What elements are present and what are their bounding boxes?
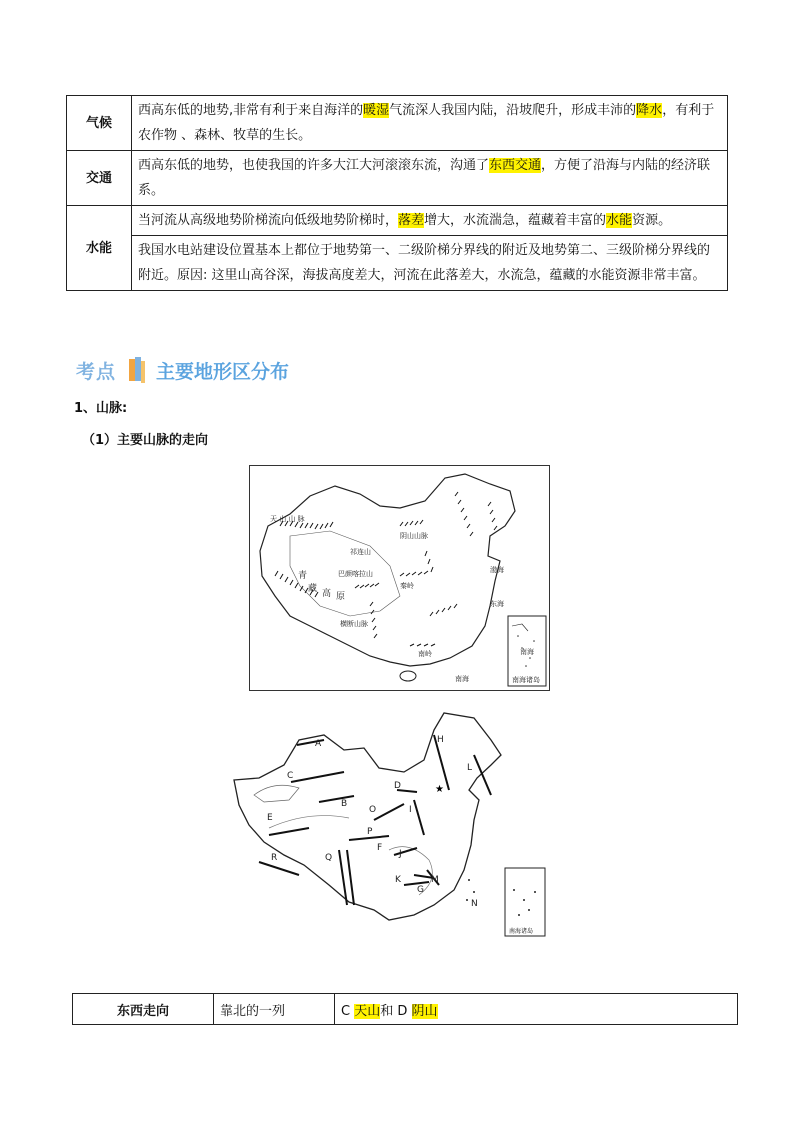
row-key: 水能 [67, 206, 132, 291]
label-zang: 藏 [308, 584, 318, 594]
map2-inset-caption: 南海诸岛 [509, 928, 534, 935]
label-nanling: 南岭 [418, 650, 432, 658]
text-segment: 和 D [380, 1003, 412, 1019]
highlighted-text: 东西交通 [489, 158, 542, 173]
label-qing: 青 [298, 571, 308, 581]
advantages-table [66, 95, 728, 291]
letter-F: F [377, 843, 383, 853]
label-nanhai: 南海 [455, 675, 469, 683]
mountain-map-labeled [249, 465, 550, 691]
table-row [73, 994, 738, 1025]
row-content [132, 206, 728, 236]
row-key: 交通 [67, 151, 132, 206]
kaodian-label: 考点 [76, 360, 117, 383]
table-row [67, 206, 728, 236]
text-segment: 资源。 [632, 213, 672, 228]
highlighted-text: 落差 [398, 213, 425, 228]
table-row [67, 96, 728, 151]
label-gao: 高 [322, 589, 332, 599]
letter-Q: Q [325, 853, 333, 863]
direction-cell: 东西走向 [73, 994, 214, 1025]
letter-I: I [409, 805, 412, 815]
letter-C: C [287, 771, 294, 781]
letter-R: R [271, 853, 278, 863]
mountain-map-lettered [229, 710, 564, 942]
text-segment: ，方便了沿海与内陆的经济联系。 [138, 158, 711, 198]
label-bayan: 巴颜喀拉山 [338, 570, 373, 578]
text-segment: 气流深人我国内陆，沿坡爬升，形成丰沛的 [389, 103, 637, 118]
letter-H: H [437, 735, 444, 745]
row-key: 气候 [67, 96, 132, 151]
label-qilian: 祁连山 [350, 548, 371, 556]
highlighted-text: 天山 [354, 1003, 381, 1019]
letter-B: B [341, 799, 348, 809]
table-row [67, 151, 728, 206]
mountains-cell [335, 994, 738, 1025]
highlighted-text: 降水 [636, 103, 663, 118]
highlighted-text: 暖湿 [363, 103, 390, 118]
label-donghai: 东海 [490, 600, 504, 608]
text-segment: 我国水电站建设位置基本上都位于地势第一、二级阶梯分界线的附近及地势第二、三级阶梯分界线的附近。原因: 这里山高谷深，海拔高度差大，河流在此落差大，水流急，蕴藏的水能资源非常丰富。 [138, 243, 711, 283]
table-row [67, 236, 728, 291]
letter-N: N [471, 899, 478, 909]
subheading-direction: （1）主要山脉的走向 [82, 433, 209, 448]
label-inset-nanhai: 南海 [520, 648, 534, 656]
row-content [132, 151, 728, 206]
section-heading [76, 356, 289, 384]
section-title: 主要地形区分布 [156, 360, 290, 383]
label-yinshan: 阴山山脉 [400, 532, 428, 540]
letter-P: P [367, 827, 373, 837]
book-icon [128, 357, 146, 383]
position-cell: 靠北的一列 [214, 994, 335, 1025]
letter-M: M [431, 875, 439, 885]
letter-K: K [395, 875, 401, 885]
row-content [132, 96, 728, 151]
text-segment: C [341, 1003, 355, 1019]
label-hengduan: 横断山脉 [340, 620, 368, 628]
inset-caption: 南海诸岛 [512, 676, 540, 684]
label-bohai: 渤海 [490, 566, 504, 574]
text-segment: 当河流从高级地势阶梯流向低级地势阶梯时， [138, 213, 399, 228]
label-yuan: 原 [336, 592, 346, 602]
letter-G: G [417, 885, 424, 895]
direction-table [72, 993, 738, 1025]
letter-J: J [399, 849, 402, 859]
text-segment: 西高东低的地势，也使我国的许多大江大河滚滚东流，沟通了 [138, 158, 490, 173]
svg-text:★: ★ [435, 784, 444, 795]
letter-A: A [315, 739, 322, 749]
text-segment: ，有利于农作物 、森林、牧草的生长。 [138, 103, 715, 143]
letter-E: E [267, 813, 273, 823]
text-segment: 增大，水流湍急，蕴藏着丰富的 [424, 213, 607, 228]
letter-D: D [394, 781, 401, 791]
letter-O: O [369, 805, 377, 815]
label-tianshan: 天 山 山 脉 [270, 515, 305, 523]
label-qinling: 秦岭 [400, 582, 414, 590]
letter-L: L [467, 763, 473, 773]
highlighted-text: 阴山 [411, 1003, 438, 1019]
text-segment: 西高东低的地势,非常有利于来自海洋的 [138, 103, 364, 118]
highlighted-text: 水能 [606, 213, 633, 228]
row-content [132, 236, 728, 291]
subheading-mountains: 1、山脉: [74, 401, 128, 416]
